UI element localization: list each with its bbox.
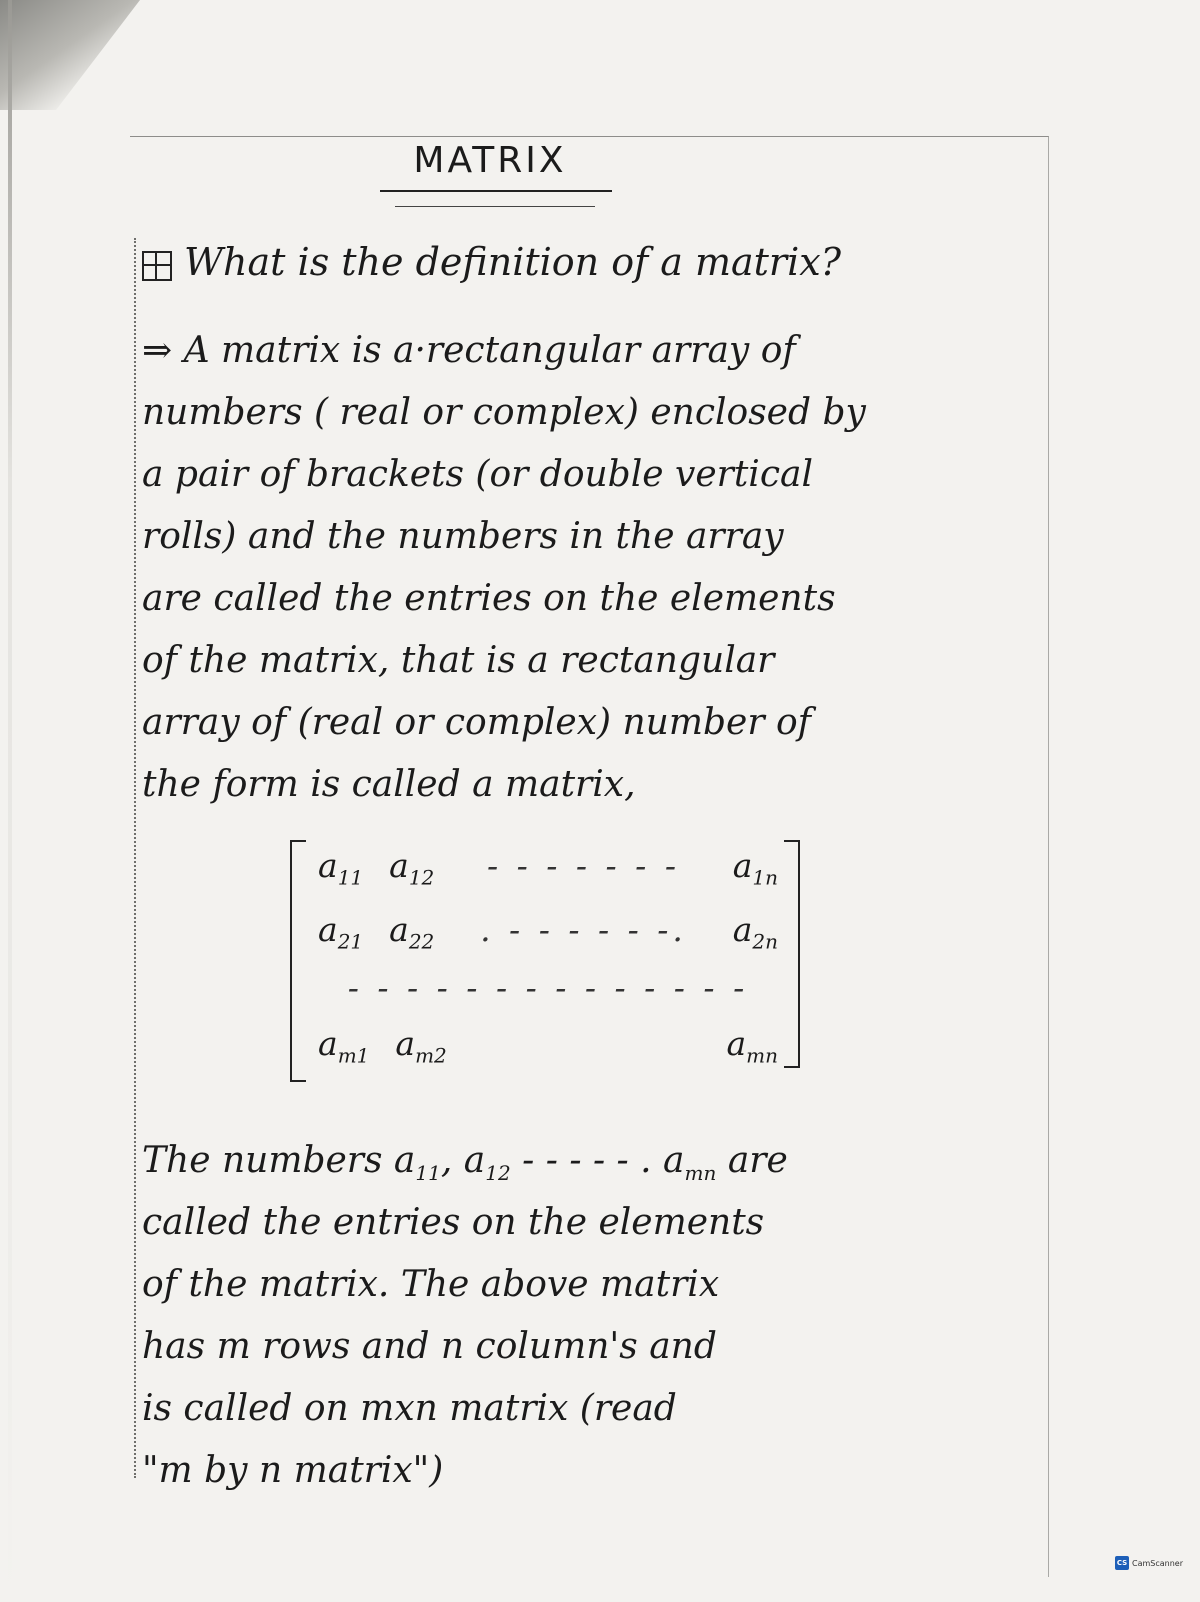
watermark-text: CamScanner (1132, 1558, 1184, 1568)
camscanner-watermark (1115, 1556, 1183, 1570)
paragraph-line: is called on mxn matrix (read (142, 1388, 677, 1429)
answer-line: the form is called a matrix, (142, 764, 636, 805)
matrix-entry: $a_{11}$ (318, 846, 364, 890)
right-bracket (784, 840, 800, 1068)
paragraph-line: The numbers $a_{11}$, $a_{12}$ - - - - - . $a_{mn}$ are (142, 1140, 788, 1186)
answer-line: of the matrix, that is a rectangular (142, 640, 775, 681)
title-underline (380, 190, 612, 192)
matrix-dots: - - - - - - - - - - - - - - (347, 968, 749, 1007)
matrix-entry: $a_{1n}$ (732, 846, 778, 890)
paragraph-line: "m by n matrix") (142, 1450, 444, 1491)
matrix-entry: $a_{2n}$ (732, 910, 778, 954)
paragraph-line: called the entries on the elements (142, 1202, 765, 1243)
margin-line (134, 238, 136, 1478)
matrix-row (318, 910, 778, 954)
left-bracket (290, 840, 306, 1082)
answer-line: are called the entries on the elements (142, 578, 836, 619)
paragraph-line: has m rows and n column's and (142, 1326, 717, 1367)
matrix-entry: $a_{m2}$ (395, 1024, 447, 1068)
matrix-dots: . - - - - - -. (480, 910, 687, 949)
matrix-row (318, 846, 778, 890)
paragraph-line: of the matrix. The above matrix (142, 1264, 720, 1305)
matrix-entry: $a_{22}$ (389, 910, 435, 954)
page-corner-shadow (0, 0, 140, 110)
question-box-icon (142, 251, 172, 281)
answer-line: a pair of brackets (or double vertical (142, 454, 813, 495)
answer-line: ⇒ A matrix is a·rectangular array of (142, 330, 796, 371)
matrix-row (318, 968, 778, 1007)
answer-line: array of (real or complex) number of (142, 702, 812, 743)
question-line (142, 240, 1042, 284)
matrix-entry: $a_{m1}$ (318, 1024, 370, 1068)
matrix-entry: $a_{12}$ (389, 846, 435, 890)
matrix-row (318, 1024, 778, 1068)
matrix-entry: $a_{mn}$ (726, 1024, 778, 1068)
paper-edge (8, 0, 12, 1602)
answer-line: rolls) and the numbers in the array (142, 516, 784, 557)
question-text: What is the definition of a matrix? (184, 240, 842, 284)
page-title: MATRIX (413, 140, 567, 181)
answer-line: numbers ( real or complex) enclosed by (142, 392, 866, 433)
camscanner-logo-icon: CS (1115, 1556, 1129, 1570)
title-underline-2 (395, 206, 595, 207)
matrix-entry: $a_{21}$ (318, 910, 364, 954)
matrix-diagram (290, 840, 800, 1085)
matrix-dots: - - - - - - - (486, 846, 680, 885)
